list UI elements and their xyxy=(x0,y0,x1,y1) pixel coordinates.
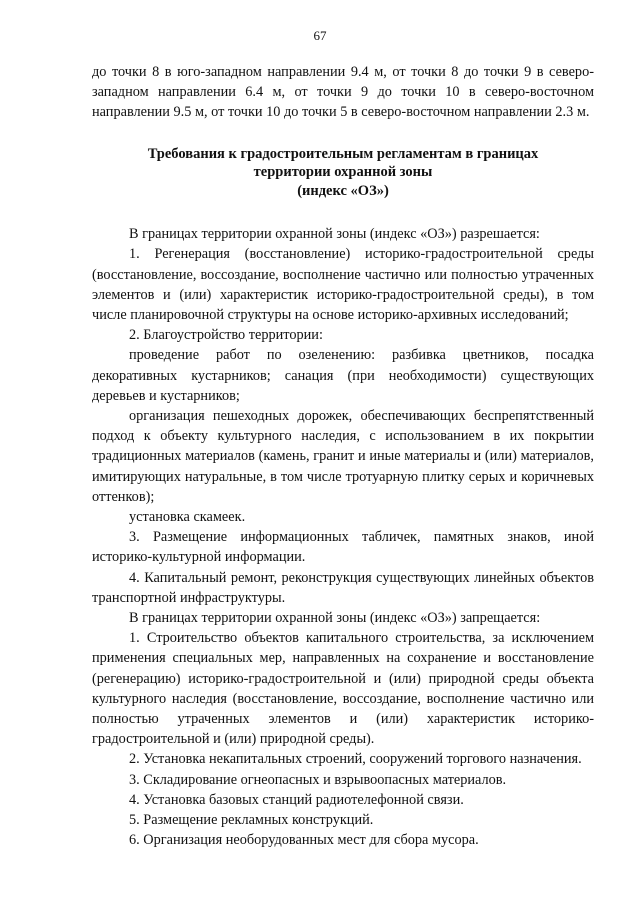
prohibited-intro: В границах территории охранной зоны (индекс «ОЗ») запрещается: xyxy=(129,609,541,626)
allowed-item-2c: установка скамеек. xyxy=(129,508,246,525)
allowed-item-2b: организация пешеходных дорожек, обеспечивающих беспрепятственный подход к объекту культурного наследия, с использованием в их покрытии традиционных материалов (камень, гранит и иные материалы и (или) материалов, имитирующих натуральные, в том числе тротуарную плитку серых и коричневых оттенков); xyxy=(92,407,594,505)
allowed-item-1: 1. Регенерация (восстановление) историко-градостроительной среды (восстановление, воссоздание, восполнение частично или полностью утраченных элементов и (или) характеристик историко-градостроительной среды), в том числе планировочной структуры на основе историко-архивных исследований; xyxy=(92,246,594,323)
prohibited-item-5: 5. Размещение рекламных конструкций. xyxy=(129,812,374,828)
allowed-item-4: 4. Капитальный ремонт, реконструкция существующих линейных объектов транспортной инфраструктуры. xyxy=(92,569,594,606)
section-heading xyxy=(92,145,594,201)
page-number: 67 xyxy=(313,28,327,43)
prohibited-item-4: 4. Установка базовых станций радиотелефонной связи. xyxy=(129,791,464,808)
heading-line-1: Требования к градостроительным регламентам в границах xyxy=(147,145,539,162)
allowed-item-2: 2. Благоустройство территории: xyxy=(129,327,323,344)
allowed-item-3: 3. Размещение информационных табличек, памятных знаков, иной историко-культурной информации. xyxy=(92,529,594,566)
prohibited-item-6: 6. Организация необорудованных мест для сбора мусора. xyxy=(129,832,479,849)
allowed-intro: В границах территории охранной зоны (индекс «ОЗ») разрешается: xyxy=(129,226,540,243)
prohibited-item-2: 2. Установка некапитальных строений, сооружений торгового назначения. xyxy=(129,751,582,768)
prohibited-item-3: 3. Складирование огнеопасных и взрывоопасных материалов. xyxy=(129,771,507,788)
heading-line-3: (индекс «ОЗ») xyxy=(297,182,389,199)
document-body xyxy=(92,62,594,850)
intro-paragraph: до точки 8 в юго-западном направлении 9.4 м, от точки 8 до точки 9 в северо-западном направлении 6.4 м, от точки 9 до точки 10 в северо-восточном направлении 9.5 м, от точки 10 до точки 5 в северо-восточном направлении 2.3 м. xyxy=(92,64,594,121)
prohibited-item-1: 1. Строительство объектов капитального строительства, за исключением применения специальных мер, направленных на сохранение и восстановление (регенерацию) историко-градостроительной и (или) природной среды объекта культурного наследия (восстановление, воссоздание, восполнение частично или полностью утраченных элементов и (или) характеристик историко-градостроительной и (или) природной среды). xyxy=(92,630,594,748)
allowed-item-2a: проведение работ по озеленению: разбивка цветников, посадка декоративных кустарников; санация (при необходимости) существующих деревьев и кустарников; xyxy=(92,347,594,404)
heading-line-2: территории охранной зоны xyxy=(253,164,433,181)
